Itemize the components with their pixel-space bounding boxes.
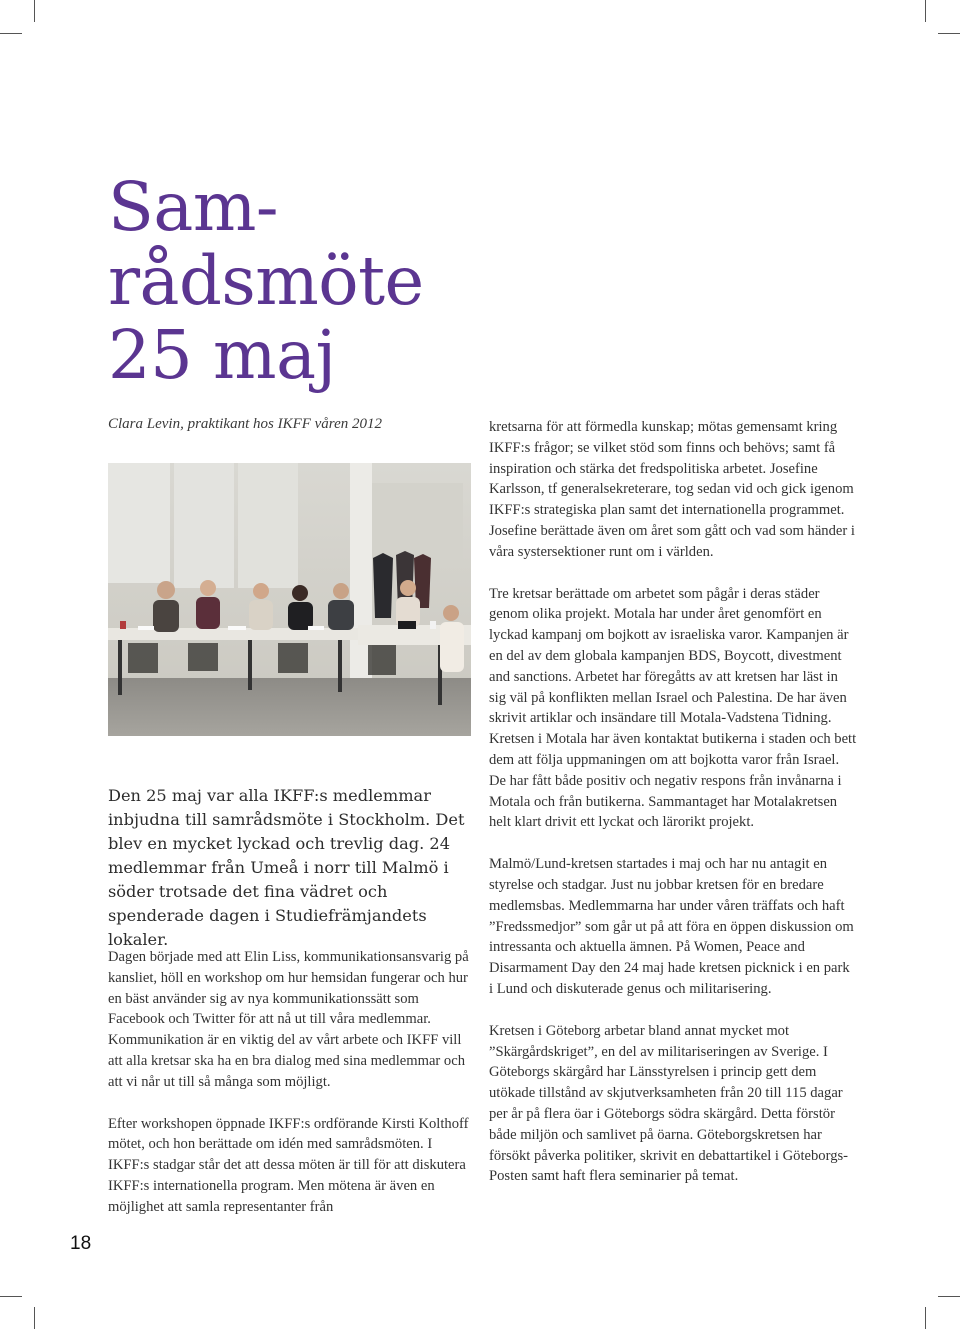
body-paragraph: Malmö/Lund-kretsen startades i maj och har nu antagit en styrelse och stadgar. Just nu jobbar kretsen för en bredare medlemsbas. Medlemmarna har under våren träffats och haft ”Fredssmedjor” som går ut på att föra en öppen diskussion om intressanta och aktuella ämnen. På Women, Peace and Disarmament Day den 24 maj hade kretsen picknick i en park i Lund och diskuterade genus och militarisering. bbox=[489, 856, 854, 997]
right-column bbox=[489, 417, 857, 1208]
crop-mark bbox=[0, 33, 22, 34]
crop-mark bbox=[34, 0, 35, 22]
title-line: rådsmöte bbox=[108, 242, 424, 320]
left-column bbox=[108, 947, 470, 1239]
body-paragraph: Kretsen i Göteborg arbetar bland annat mycket mot ”Skärgårdskriget”, en del av militariseringen av Sverige. I Göteborgs skärgård har Länsstyrelsen i princip gett dem utökade tillstånd av skjutverksamheten från 20 till 115 dagar per år på flera öar i Göteborgs södra skärgård. Detta förstör både miljön och samlivet på öarna. Göteborgskretsen har försökt påverka politiker, skrivit en debattartikel i Göteborgs-Posten samt haft flera seminarier på temat. bbox=[489, 1022, 849, 1185]
body-paragraph: Tre kretsar berättade om arbetet som pågår i deras städer genom olika projekt. Motala har under året genomfört en lyckad kampanj om bojkott av israeliska varor. Kampanjen är en del av dem globala kampanjen BDS, Boycott, divestment and sanctions. Arbetet har föregåtts av att kretsen har läst in sig väl på konflikten mellan Israel och Palestina. De har även skrivit artiklar och insändare till Motala-Vadstena Tidning. Kretsen i Motala har även kontaktat butikerna i staden och bett dem att följa uppmaningen om att bojkotta varor från Israel. De har fått både positiv och negativ respons från invånarna i Motala och från butikerna. Sammantaget har Motalakretsen helt klart drivit ett lyckat och lärorikt projekt. bbox=[489, 585, 857, 831]
body-paragraph: Dagen började med att Elin Liss, kommunikationsansvarig på kansliet, höll en workshop om hur hemsidan fungerar och hur en bäst använder sig av nya kommunikationssätt som Facebook och Twitter för att nå ut till våra medlemmar. Kommunikation är en viktig del av vårt arbete och IKFF vill att alla kretsar ska ha en bra dialog med sina medlemmar och att vi når ut till så många som möjligt. bbox=[108, 949, 469, 1090]
crop-mark bbox=[0, 1296, 22, 1297]
crop-mark bbox=[34, 1307, 35, 1329]
article-title bbox=[108, 170, 424, 392]
title-line: 25 maj bbox=[108, 316, 336, 394]
lead-paragraph: Den 25 maj var alla IKFF:s medlemmar inbjudna till samrådsmöte i Stockholm. Det blev en mycket lyckad och trevlig dag. 24 medlemmar från Umeå i norr till Malmö i söder trotsade det fina vädret och spenderade dagen i Studiefrämjandets lokaler. bbox=[108, 786, 465, 949]
title-line: Sam- bbox=[108, 168, 279, 246]
page-number: 18 bbox=[70, 1233, 92, 1254]
body-paragraph: kretsarna för att förmedla kunskap; mötas gemensamt kring IKFF:s frågor; se vilket stöd som finns och behövs; samt få inspiration och stärka det fredspolitiska arbetet. Josefine Karlsson, tf generalsekreterare, tog sedan vid och gick igenom IKFF:s strategiska plan samt det internationella programmet. Josefine berättade även om året som gått och vad som händer i våra systersektioner runt om i världen. bbox=[489, 419, 855, 560]
meeting-photo bbox=[108, 463, 471, 736]
meeting-photo-icon bbox=[108, 463, 471, 736]
crop-mark bbox=[925, 1307, 926, 1329]
crop-mark bbox=[925, 0, 926, 22]
byline: Clara Levin, praktikant hos IKFF våren 2012 bbox=[108, 416, 382, 432]
body-paragraph: Efter workshopen öppnade IKFF:s ordförande Kirsti Kolthoff mötet, och hon berättade om idén med samrådsmöten. I IKFF:s stadgar står det att dessa möten är till för att diskutera IKFF:s internationella program. Men mötena är även en möjlighet att samla representanter från bbox=[108, 1115, 469, 1215]
crop-mark bbox=[938, 1296, 960, 1297]
crop-mark bbox=[938, 33, 960, 34]
